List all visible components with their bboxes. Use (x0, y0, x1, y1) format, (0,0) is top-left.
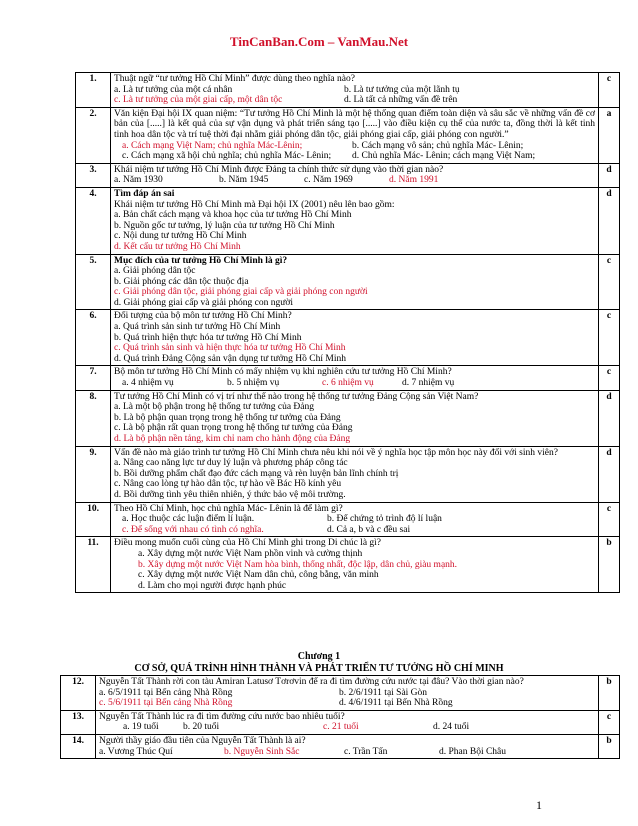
question-cell (111, 73, 599, 108)
question-cell (96, 676, 599, 711)
question-number: 7. (76, 366, 111, 390)
question-text: Tìm đáp án sai (114, 188, 175, 199)
option: d. Phan Bội Châu (439, 746, 507, 757)
site-title: TinCanBan.Com – VanMau.Net (229, 34, 409, 49)
question-number: 8. (76, 390, 111, 446)
option-correct: a. Cách mạng Việt Nam; chủ nghĩa Mác-Lênin; (122, 140, 303, 151)
option: a. Nâng cao năng lực tư duy lý luận và phương pháp công tác (114, 458, 348, 469)
question-number: 14. (61, 734, 96, 758)
option: d. 7 nhiệm vụ (402, 378, 455, 389)
question-text: Mục đích của tư tưởng Hồ Chí Minh là gì? (114, 255, 288, 266)
option-correct: b. Nguyễn Sinh Sắc (224, 746, 300, 757)
option: d. Chủ nghĩa Mác- Lênin; cách mạng Việt Nam; (352, 151, 536, 162)
question-cell (111, 163, 599, 187)
option: a. Bản chất cách mạng và khoa học của tư tưởng Hồ Chí Minh (114, 210, 352, 221)
question-number: 3. (76, 163, 111, 187)
chapter-heading (0, 651, 638, 675)
option: d. Quá trình Đảng Cộng sản vận dụng tư tưởng Hồ Chí Minh (114, 353, 346, 364)
question-cell (111, 446, 599, 502)
question-number: 6. (76, 310, 111, 366)
option: c. Nâng cao lòng tự hào dân tộc, tự hào về Bác Hồ kính yêu (114, 479, 342, 490)
option: b. 2/6/1911 tại Sài Gòn (339, 687, 428, 698)
option: d. 24 tuổi (433, 722, 470, 733)
table-row (76, 390, 620, 446)
answer: b (599, 676, 620, 711)
option: d. 4/6/1911 tại Bến Nhà Rồng (339, 698, 453, 709)
answer: c (599, 254, 620, 310)
answer: d (599, 187, 620, 254)
answer: b (599, 537, 620, 593)
question-text: Nguyễn Tất Thành rời con tàu Amiran Latusơ Tơrơvin để ra đi tìm đường cứu nước tại đâu? Vào thời gian nào? (99, 677, 524, 687)
table-row (76, 446, 620, 502)
question-text: Điều mong muốn cuối cùng của Hồ Chí Minh ghi trong Di chúc là gì? (114, 538, 382, 549)
question-number: 13. (61, 710, 96, 734)
table-row (76, 187, 620, 254)
option-correct: c. 6 nhiệm vụ (322, 378, 374, 389)
option-correct: c. Là tư tưởng của một giai cấp, một dân tộc (114, 95, 283, 106)
question-text: Tư tưởng Hồ Chí Minh có vị trí như thế nào trong hệ thống tư tưởng Đảng Cộng sản Việt Nam? (114, 391, 479, 402)
question-text: Bộ môn tư tưởng Hồ Chí Minh có mấy nhiệm vụ khi nghiên cứu tư tưởng Hồ Chí Minh? (114, 367, 452, 378)
option: a. Năm 1930 (114, 175, 163, 186)
question-number: 10. (76, 502, 111, 537)
question-cell (111, 254, 599, 310)
option: d. Bồi dưỡng tình yêu thiên nhiên, ý thức bảo vệ môi trường. (114, 489, 346, 500)
question-cell (111, 390, 599, 446)
option: a. Xây dựng một nước Việt Nam phồn vinh và cường thịnh (138, 548, 363, 559)
option: b. Quá trình hiện thực hóa tư tưởng Hồ Chí Minh (114, 332, 302, 343)
option: b. Nguồn gốc tư tưởng, lý luận của tư tưởng Hồ Chí Minh (114, 220, 335, 231)
option: b. Cách mạng vô sản; chủ nghĩa Mác- Lênin; (352, 140, 524, 151)
question-text: Theo Hồ Chí Minh, học chủ nghĩa Mác- Lênin là để làm gì? (114, 503, 343, 514)
question-text: Khái niệm tư tưởng Hồ Chí Minh được Đảng ta chính thức sử dụng vào thời gian nào? (114, 164, 444, 175)
option: c. Cách mạng xã hội chủ nghĩa; chủ nghĩa Mác- Lênin; (122, 151, 332, 162)
option: a. Vương Thúc Quí (99, 746, 173, 757)
question-cell (111, 107, 599, 163)
table-row (76, 254, 620, 310)
option: b. Giải phóng các dân tộc thuộc địa (114, 276, 249, 287)
answer: c (599, 73, 620, 108)
option: b. 20 tuổi (183, 722, 220, 733)
question-text: Vấn đề nào mà giáo trình tư tưởng Hồ Chí Minh chưa nêu khi nói về ý nghĩa học tập môn học này đối với sinh viên? (114, 447, 558, 458)
option: b. Để chứng tỏ trình độ lí luận (327, 514, 442, 525)
question-cell (96, 734, 599, 758)
question-text: Văn kiện Đại hội IX quan niệm: “Tư tưởng Hồ Chí Minh là một hệ thống quan điểm toàn diện và sâu sắc về những vấn đề cơ bản của [.....] là kết quả của sự vận dụng và phát triển sáng tạo [.....] vào điều kiện cụ thể của nước ta, đồng thời là kết tinh tinh hoa dân tộc và trí tuệ thời đại nhằm giải phóng dân tộc, giải phóng giai cấp, giải phóng con người.” (114, 108, 595, 140)
table-row (76, 537, 620, 593)
option: a. 6/5/1911 tại Bến cảng Nhà Rồng (99, 687, 233, 698)
question-cell (111, 366, 599, 390)
option: c. Trần Tấn (344, 746, 388, 757)
question-number: 11. (76, 537, 111, 593)
option-correct: d. Năm 1991 (389, 175, 439, 186)
option: b. 5 nhiệm vụ (227, 378, 280, 389)
question-number: 5. (76, 254, 111, 310)
option-correct: c. Quá trình sản sinh và hiện thực hóa tư tưởng Hồ Chí Minh (114, 343, 346, 354)
option: c. Xây dựng một nước Việt Nam dân chủ, công bằng, văn minh (138, 570, 379, 581)
option: d. Làm cho mọi người được hạnh phúc (138, 580, 287, 591)
option: c. Là bộ phận rất quan trọng trong hệ thống tư tưởng của Đảng (114, 423, 353, 434)
table-row (76, 73, 620, 108)
option-correct: d. Kết cấu tư tưởng Hồ Chí Minh (114, 241, 241, 252)
question-cell (111, 187, 599, 254)
answer: c (599, 366, 620, 390)
answer: a (599, 107, 620, 163)
option: c. Năm 1969 (304, 175, 353, 186)
option: c. Nội dung tư tưởng Hồ Chí Minh (114, 231, 247, 242)
answer: d (599, 390, 620, 446)
option: a. 19 tuổi (123, 722, 159, 733)
table-row (61, 676, 620, 711)
question-cell (96, 710, 599, 734)
question-number: 12. (61, 676, 96, 711)
answer: c (599, 502, 620, 537)
option: a. Là tư tưởng của một cá nhân (114, 84, 233, 95)
option: a. Quá trình sản sinh tư tưởng Hồ Chí Minh (114, 322, 281, 333)
chapter-subtitle: CƠ SỞ, QUÁ TRÌNH HÌNH THÀNH VÀ PHÁT TRIỂN TƯ TƯỞNG HỒ CHÍ MINH (134, 663, 504, 674)
chapter-title: Chương 1 (297, 651, 341, 662)
question-number: 2. (76, 107, 111, 163)
table-row (76, 502, 620, 537)
option-correct: c. 21 tuổi (323, 722, 359, 733)
option-correct: c. 5/6/1911 tại Bến cảng Nhà Rồng (99, 698, 233, 709)
option: d. Cả a, b và c đều sai (327, 524, 411, 535)
question-cell (111, 502, 599, 537)
option: a. 4 nhiệm vụ (122, 378, 174, 389)
answer: d (599, 163, 620, 187)
question-text: Đối tượng của bộ môn tư tưởng Hồ Chí Minh? (114, 311, 292, 322)
question-number: 4. (76, 187, 111, 254)
question-text: Thuật ngữ “tư tưởng Hồ Chí Minh” được dùng theo nghĩa nào? (114, 74, 355, 84)
answer: b (599, 734, 620, 758)
answer: c (599, 310, 620, 366)
page-number: 1 (536, 798, 542, 812)
option-correct: c. Giải phóng dân tộc, giải phóng giai cấp và giải phóng con người (114, 287, 368, 298)
option: b. Là bộ phận quan trọng trong hệ thống tư tưởng của Đảng (114, 412, 341, 423)
table-row (76, 310, 620, 366)
question-text: Người thầy giáo đầu tiên của Nguyễn Tất Thành là ai? (99, 735, 306, 746)
table-row (61, 710, 620, 734)
table-row (76, 366, 620, 390)
question-cell (111, 310, 599, 366)
question-cell (111, 537, 599, 593)
option: d. Giải phóng giai cấp và giải phóng con người (114, 297, 294, 308)
table-row (61, 734, 620, 758)
answer: d (599, 446, 620, 502)
option: a. Giải phóng dân tộc (114, 266, 196, 277)
option-correct: c. Để sống với nhau có tình có nghĩa. (122, 524, 264, 535)
table-row (76, 163, 620, 187)
answer: c (599, 710, 620, 734)
option: a. Học thuộc các luận điểm lí luận. (122, 514, 255, 525)
option: a. Là một bộ phận trong hệ thống tư tưởng của Đảng (114, 402, 315, 413)
question-number: 9. (76, 446, 111, 502)
option: b. Là tư tưởng của một lãnh tụ (344, 84, 460, 95)
option-correct: d. Là bộ phận nền tảng, kim chỉ nam cho hành động của Đảng (114, 434, 351, 444)
question-number: 1. (76, 73, 111, 108)
question-text: Nguyễn Tất Thành lúc ra đi tìm đường cứu nước bao nhiêu tuổi? (99, 711, 345, 722)
question-subtext: Khái niệm tư tưởng Hồ Chí Minh mà Đại hội IX (2001) nêu lên bao gồm: (114, 199, 395, 210)
question-table (75, 72, 620, 593)
option: d. Là tất cả những vấn đề trên (344, 95, 458, 106)
option-correct: b. Xây dựng một nước Việt Nam hòa bình, thống nhất, độc lập, dân chủ, giàu mạnh. (138, 559, 458, 570)
question-table-2 (60, 675, 620, 759)
option: b. Bồi dưỡng phẩm chất đạo đức cách mạng và rèn luyện bản lĩnh chính trị (114, 468, 399, 479)
table-row (76, 107, 620, 163)
option: b. Năm 1945 (219, 175, 269, 186)
